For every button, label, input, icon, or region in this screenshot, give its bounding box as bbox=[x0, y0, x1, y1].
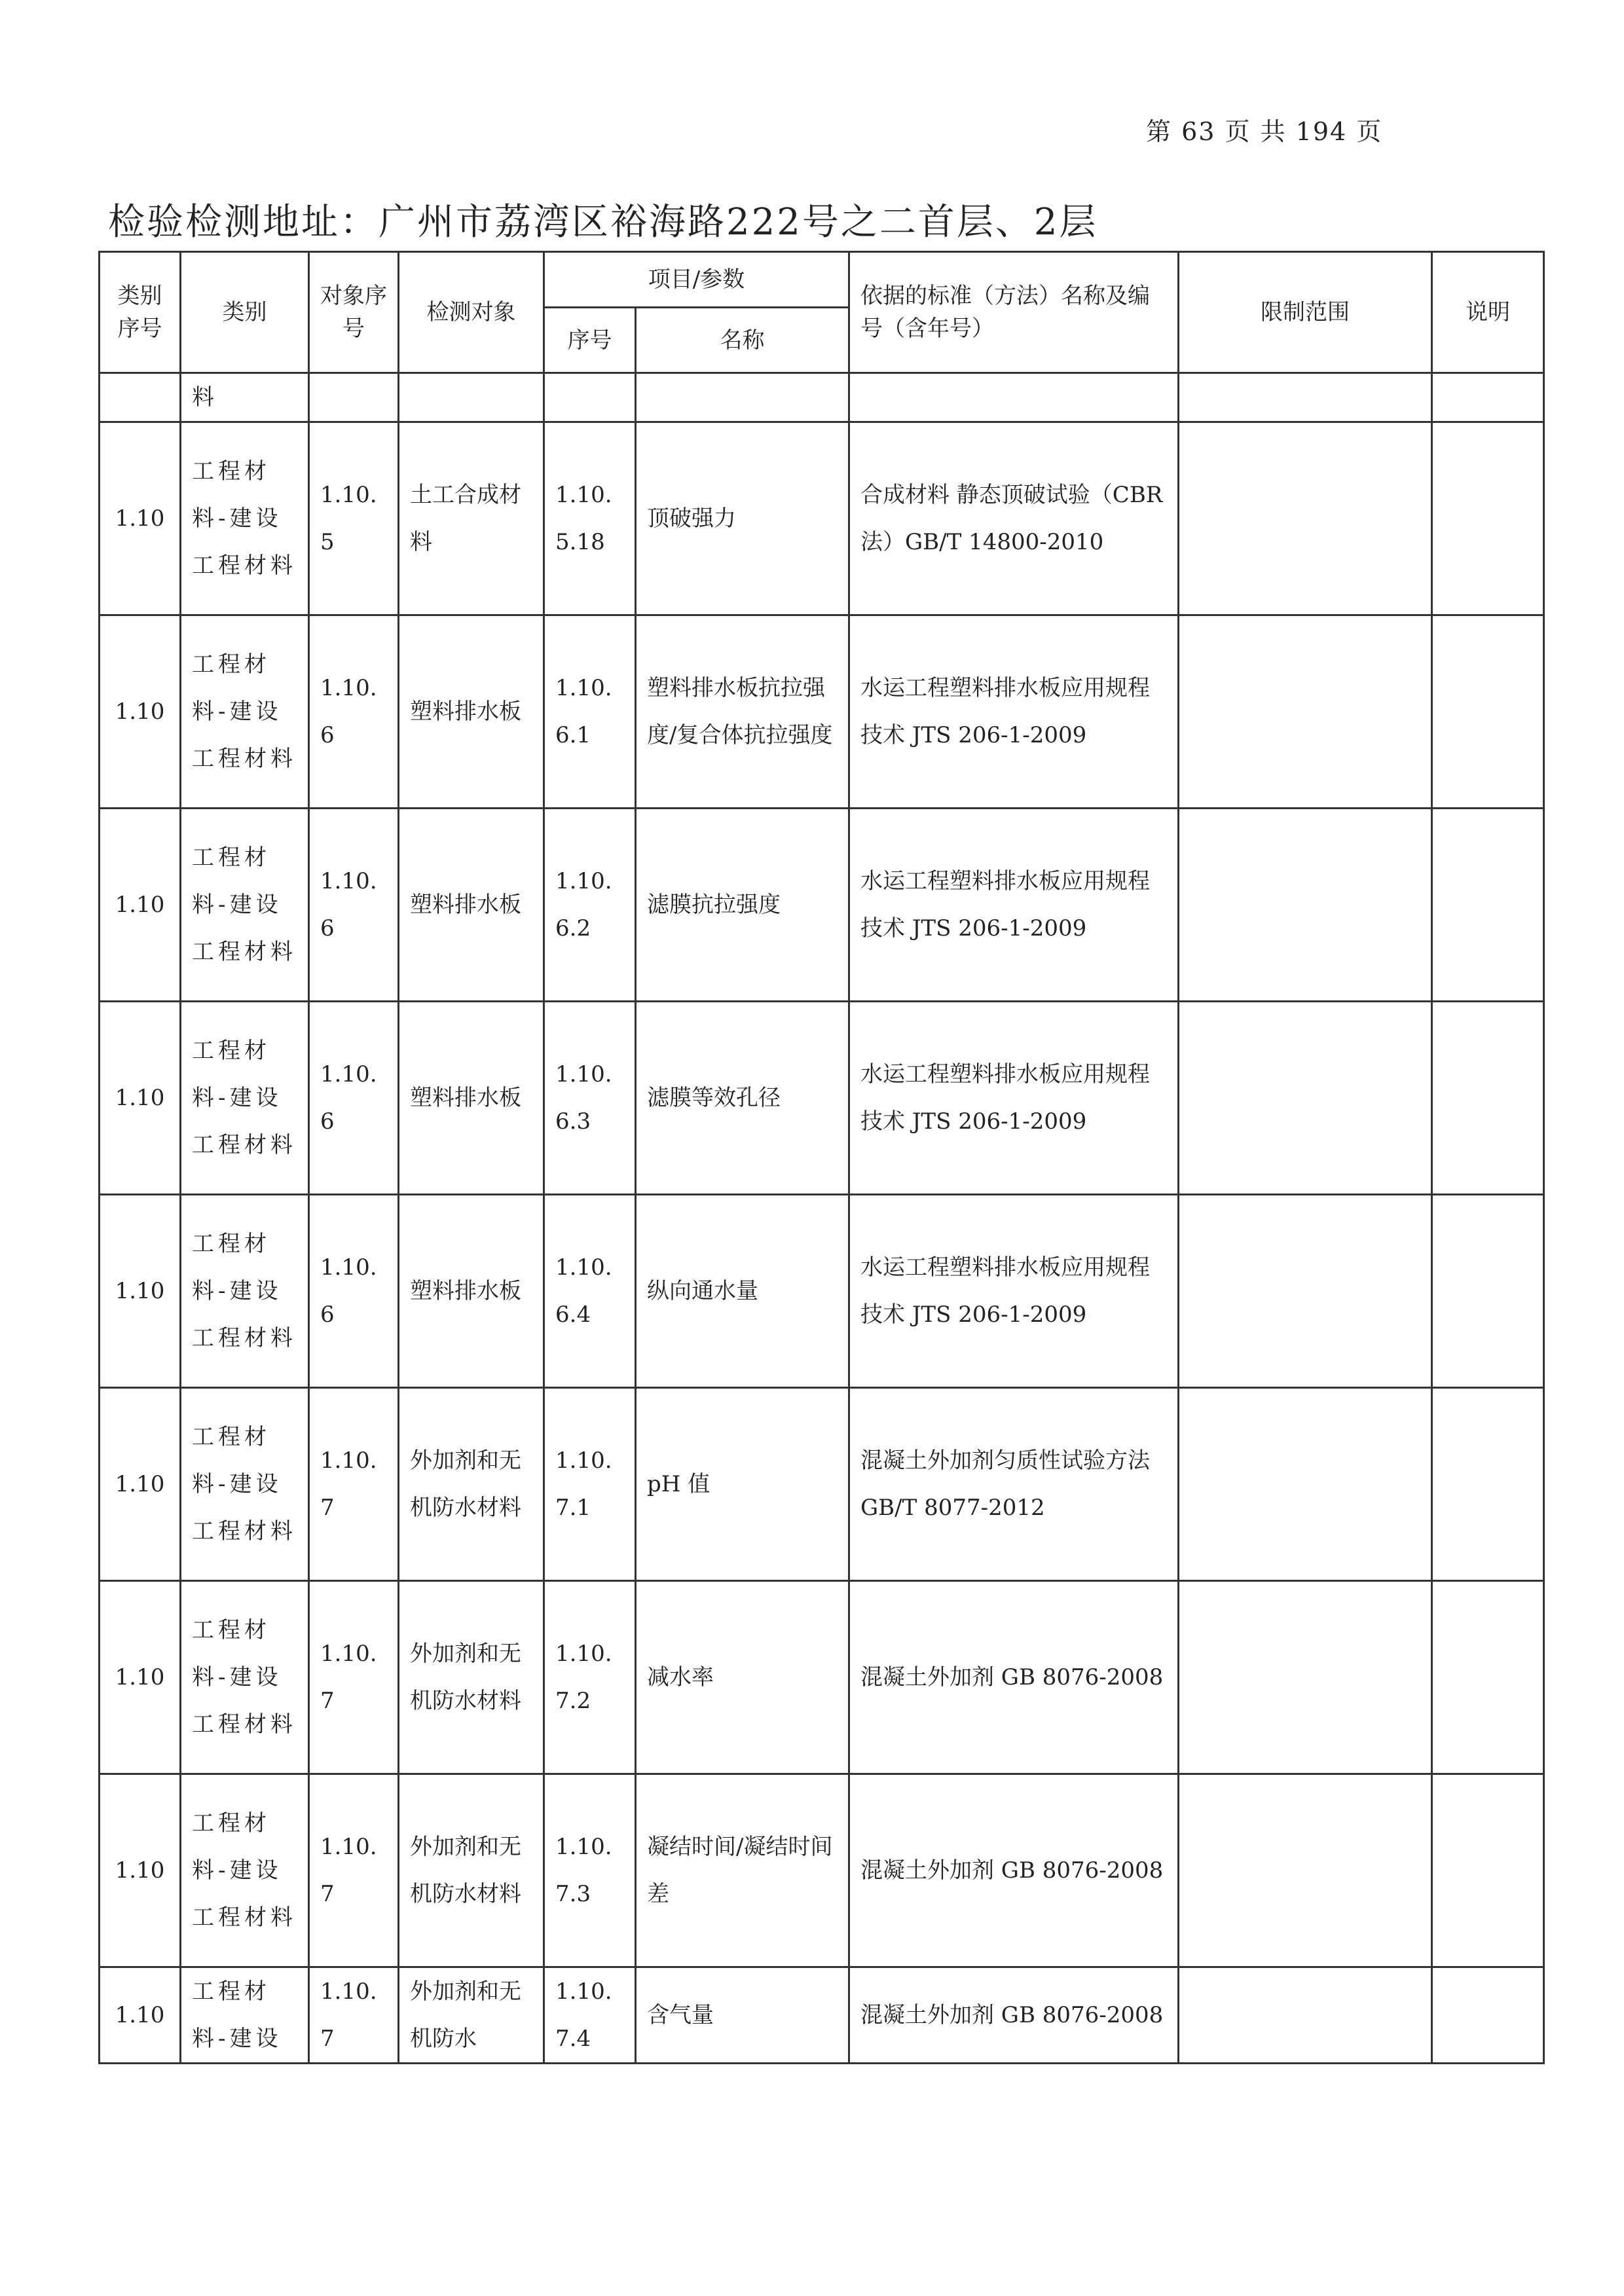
cell-limit bbox=[1179, 1967, 1432, 2064]
cell-standard bbox=[849, 373, 1179, 422]
cell-item-no: 1.10.6.3 bbox=[544, 1002, 636, 1195]
cell-object: 塑料排水板 bbox=[399, 809, 544, 1002]
cell-item-name: pH 值 bbox=[636, 1388, 849, 1581]
cell-obj-no: 1.10.7 bbox=[309, 1388, 399, 1581]
cell-cat-no: 1.10 bbox=[100, 1967, 181, 2064]
header-limit: 限制范围 bbox=[1179, 252, 1432, 373]
header-item-name: 名称 bbox=[636, 308, 849, 373]
table-row bbox=[100, 1774, 1544, 1967]
cell-category: 工程材料-建设工程材料 bbox=[181, 1774, 309, 1967]
cell-obj-no: 1.10.6 bbox=[309, 1002, 399, 1195]
cell-item-name: 凝结时间/凝结时间差 bbox=[636, 1774, 849, 1967]
cell-category: 工程材料-建设工程材料 bbox=[181, 1002, 309, 1195]
header-standard: 依据的标准（方法）名称及编号（含年号） bbox=[849, 252, 1179, 373]
cell-cat-no: 1.10 bbox=[100, 615, 181, 809]
cell-obj-no: 1.10.6 bbox=[309, 615, 399, 809]
cell-limit bbox=[1179, 1581, 1432, 1774]
cell-category: 工程材料-建设 bbox=[181, 1967, 309, 2064]
cell-standard: 混凝土外加剂 GB 8076-2008 bbox=[849, 1967, 1179, 2064]
cell-limit bbox=[1179, 809, 1432, 1002]
table-row bbox=[100, 1195, 1544, 1388]
cell-limit bbox=[1179, 1195, 1432, 1388]
cell-cat-no bbox=[100, 373, 181, 422]
cell-category: 工程材料-建设工程材料 bbox=[181, 615, 309, 809]
table-row bbox=[100, 1581, 1544, 1774]
cell-item-no: 1.10.7.2 bbox=[544, 1581, 636, 1774]
cell-limit bbox=[1179, 373, 1432, 422]
cell-item-no: 1.10.7.1 bbox=[544, 1388, 636, 1581]
header-object: 检测对象 bbox=[399, 252, 544, 373]
cell-item-no: 1.10.6.1 bbox=[544, 615, 636, 809]
cell-cat-no: 1.10 bbox=[100, 1774, 181, 1967]
cell-object: 外加剂和无机防水材料 bbox=[399, 1388, 544, 1581]
table-row bbox=[100, 422, 1544, 615]
cell-standard: 水运工程塑料排水板应用规程技术 JTS 206-1-2009 bbox=[849, 1002, 1179, 1195]
cell-standard: 合成材料 静态顶破试验（CBR法）GB/T 14800-2010 bbox=[849, 422, 1179, 615]
cell-object: 外加剂和无机防水 bbox=[399, 1967, 544, 2064]
scope-table bbox=[98, 251, 1545, 2064]
cell-item-name: 滤膜抗拉强度 bbox=[636, 809, 849, 1002]
cell-category: 工程材料-建设工程材料 bbox=[181, 1195, 309, 1388]
cell-note bbox=[1432, 809, 1544, 1002]
table-row bbox=[100, 1967, 1544, 2064]
cell-note bbox=[1432, 1002, 1544, 1195]
cell-item-name: 减水率 bbox=[636, 1581, 849, 1774]
table-body bbox=[100, 373, 1544, 2064]
cell-category: 工程材料-建设工程材料 bbox=[181, 809, 309, 1002]
header-category: 类别 bbox=[181, 252, 309, 373]
cell-limit bbox=[1179, 422, 1432, 615]
cell-cat-no: 1.10 bbox=[100, 1388, 181, 1581]
cell-standard: 混凝土外加剂 GB 8076-2008 bbox=[849, 1581, 1179, 1774]
cell-standard: 混凝土外加剂 GB 8076-2008 bbox=[849, 1774, 1179, 1967]
cell-note bbox=[1432, 1967, 1544, 2064]
cell-standard: 水运工程塑料排水板应用规程技术 JTS 206-1-2009 bbox=[849, 809, 1179, 1002]
cell-item-no: 1.10.7.4 bbox=[544, 1967, 636, 2064]
cell-standard: 混凝土外加剂匀质性试验方法 GB/T 8077-2012 bbox=[849, 1388, 1179, 1581]
cell-item-no: 1.10.6.2 bbox=[544, 809, 636, 1002]
cell-obj-no: 1.10.5 bbox=[309, 422, 399, 615]
cell-item-name bbox=[636, 373, 849, 422]
cell-note bbox=[1432, 373, 1544, 422]
cell-category: 工程材料-建设工程材料 bbox=[181, 1388, 309, 1581]
test-address-heading: 检验检测地址：广州市荔湾区裕海路222号之二首层、2层 bbox=[108, 201, 1098, 244]
cell-category: 工程材料-建设工程材料 bbox=[181, 422, 309, 615]
cell-obj-no bbox=[309, 373, 399, 422]
cell-obj-no: 1.10.7 bbox=[309, 1774, 399, 1967]
cell-category: 料 bbox=[181, 373, 309, 422]
cell-note bbox=[1432, 1195, 1544, 1388]
cell-object bbox=[399, 373, 544, 422]
cell-note bbox=[1432, 1774, 1544, 1967]
table-row bbox=[100, 1002, 1544, 1195]
cell-item-name: 滤膜等效孔径 bbox=[636, 1002, 849, 1195]
cell-cat-no: 1.10 bbox=[100, 422, 181, 615]
cell-item-name: 塑料排水板抗拉强度/复合体抗拉强度 bbox=[636, 615, 849, 809]
page-number: 第 63 页 共 194 页 bbox=[1146, 117, 1383, 146]
header-item-group: 项目/参数 bbox=[544, 252, 849, 308]
header-item-no: 序号 bbox=[544, 308, 636, 373]
cell-note bbox=[1432, 422, 1544, 615]
cell-limit bbox=[1179, 1774, 1432, 1967]
cell-cat-no: 1.10 bbox=[100, 1581, 181, 1774]
header-category-no: 类别序号 bbox=[100, 252, 181, 373]
cell-limit bbox=[1179, 615, 1432, 809]
cell-obj-no: 1.10.6 bbox=[309, 1195, 399, 1388]
cell-object: 土工合成材料 bbox=[399, 422, 544, 615]
cell-cat-no: 1.10 bbox=[100, 809, 181, 1002]
cell-object: 塑料排水板 bbox=[399, 615, 544, 809]
cell-item-no bbox=[544, 373, 636, 422]
cell-object: 塑料排水板 bbox=[399, 1195, 544, 1388]
cell-obj-no: 1.10.7 bbox=[309, 1581, 399, 1774]
cell-cat-no: 1.10 bbox=[100, 1002, 181, 1195]
cell-item-no: 1.10.6.4 bbox=[544, 1195, 636, 1388]
cell-item-no: 1.10.5.18 bbox=[544, 422, 636, 615]
header-object-no: 对象序号 bbox=[309, 252, 399, 373]
cell-note bbox=[1432, 1388, 1544, 1581]
cell-item-no: 1.10.7.3 bbox=[544, 1774, 636, 1967]
cell-category: 工程材料-建设工程材料 bbox=[181, 1581, 309, 1774]
cell-limit bbox=[1179, 1002, 1432, 1195]
table-header bbox=[100, 252, 1544, 373]
cell-item-name: 纵向通水量 bbox=[636, 1195, 849, 1388]
cell-object: 外加剂和无机防水材料 bbox=[399, 1774, 544, 1967]
cell-note bbox=[1432, 615, 1544, 809]
cell-note bbox=[1432, 1581, 1544, 1774]
continuation-row bbox=[100, 373, 1544, 422]
cell-cat-no: 1.10 bbox=[100, 1195, 181, 1388]
cell-limit bbox=[1179, 1388, 1432, 1581]
header-note: 说明 bbox=[1432, 252, 1544, 373]
cell-object: 塑料排水板 bbox=[399, 1002, 544, 1195]
cell-obj-no: 1.10.6 bbox=[309, 809, 399, 1002]
cell-item-name: 含气量 bbox=[636, 1967, 849, 2064]
table-row bbox=[100, 809, 1544, 1002]
cell-item-name: 顶破强力 bbox=[636, 422, 849, 615]
cell-standard: 水运工程塑料排水板应用规程技术 JTS 206-1-2009 bbox=[849, 615, 1179, 809]
cell-standard: 水运工程塑料排水板应用规程技术 JTS 206-1-2009 bbox=[849, 1195, 1179, 1388]
table-row bbox=[100, 615, 1544, 809]
cell-obj-no: 1.10.7 bbox=[309, 1967, 399, 2064]
cell-object: 外加剂和无机防水材料 bbox=[399, 1581, 544, 1774]
table-row bbox=[100, 1388, 1544, 1581]
